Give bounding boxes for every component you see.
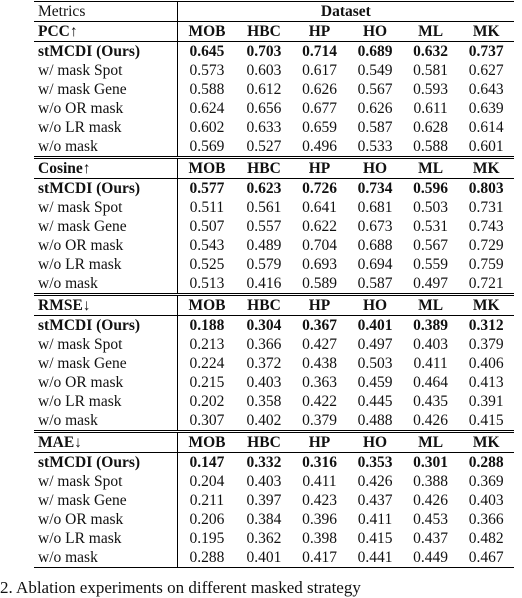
table-cell: 0.459	[357, 374, 393, 391]
table-row	[34, 392, 514, 411]
table-cell: 0.413	[468, 374, 504, 391]
table-cell: 0.633	[246, 119, 282, 136]
table-cell: 0.527	[246, 138, 282, 155]
table-cell: 0.366	[246, 336, 282, 353]
table-row	[34, 42, 514, 62]
table-cell: 0.693	[302, 256, 337, 273]
table-cell: 0.437	[413, 530, 449, 547]
table-cell: 0.449	[403, 548, 459, 568]
table-cell: 0.641	[302, 199, 337, 216]
table-cell: 0.694	[357, 256, 393, 273]
table-cell: 0.612	[246, 81, 282, 98]
column-header: MK	[458, 158, 514, 179]
table-cell: 0.559	[413, 256, 449, 273]
table-cell: 0.307	[189, 412, 225, 429]
table-row	[34, 255, 514, 274]
table-cell: 0.581	[413, 62, 449, 79]
table-row	[34, 217, 514, 236]
table-cell: 0.403	[468, 492, 504, 509]
table-cell: 0.513	[189, 275, 225, 292]
table-cell: 0.603	[246, 62, 282, 79]
table-cell: 0.426	[413, 492, 449, 509]
table-cell: 0.567	[357, 81, 393, 98]
table-cell: 0.445	[357, 393, 393, 410]
table-cell: 0.332	[246, 454, 282, 471]
table-cell: 0.602	[189, 119, 225, 136]
table-cell: 0.379	[468, 336, 504, 353]
row-label: w/ mask Spot	[34, 198, 177, 217]
row-label: w/o LR mask	[34, 392, 177, 411]
dataset-header: Dataset	[177, 2, 514, 22]
table-cell: 0.803	[468, 180, 504, 197]
table-row	[34, 510, 514, 529]
table-row	[34, 548, 514, 568]
table-row	[34, 453, 514, 473]
table-row	[34, 491, 514, 510]
table-cell: 0.588	[189, 81, 225, 98]
table-row	[34, 99, 514, 118]
metric-name: Cosine↑	[34, 158, 177, 179]
table-cell: 0.312	[468, 317, 504, 334]
column-header: HP	[292, 295, 348, 316]
table-row	[34, 354, 514, 373]
table-row	[34, 411, 514, 432]
metric-name: RMSE↓	[34, 295, 177, 316]
column-header: HP	[292, 158, 348, 179]
column-header: MK	[458, 22, 514, 42]
row-label: w/o LR mask	[34, 529, 177, 548]
table-cell: 0.496	[302, 138, 337, 155]
column-header: MOB	[177, 22, 236, 42]
table-cell: 0.714	[302, 43, 337, 60]
table-cell: 0.567	[413, 237, 449, 254]
table-cell: 0.489	[246, 237, 282, 254]
row-label: w/ mask Gene	[34, 217, 177, 236]
table-cell: 0.561	[246, 199, 282, 216]
table-cell: 0.367	[302, 317, 337, 334]
table-cell: 0.525	[189, 256, 225, 273]
table-cell: 0.569	[189, 138, 225, 155]
table-cell: 0.759	[468, 256, 504, 273]
table-cell: 0.224	[189, 355, 225, 372]
table-cell: 0.627	[468, 62, 504, 79]
column-header: HP	[292, 22, 348, 42]
table-cell: 0.681	[357, 199, 393, 216]
column-header: HBC	[236, 295, 292, 316]
table-cell: 0.587	[357, 119, 393, 136]
table-cell: 0.353	[357, 454, 393, 471]
table-cell: 0.204	[189, 473, 225, 490]
table-cell: 0.147	[189, 454, 225, 471]
table-cell: 0.379	[302, 412, 337, 429]
column-header: HO	[347, 295, 403, 316]
table-cell: 0.593	[413, 81, 449, 98]
column-header: HO	[347, 22, 403, 42]
column-header: ML	[403, 432, 459, 453]
table-cell: 0.403	[246, 374, 282, 391]
column-header: HO	[347, 432, 403, 453]
table-cell: 0.402	[246, 412, 282, 429]
column-header: HO	[347, 158, 403, 179]
table-cell: 0.503	[413, 199, 449, 216]
table-cell: 0.415	[468, 412, 504, 429]
column-header: ML	[403, 295, 459, 316]
column-header: MOB	[177, 432, 236, 453]
table-cell: 0.614	[468, 119, 504, 136]
row-label: w/ mask Spot	[34, 472, 177, 491]
section-header-row	[34, 432, 514, 453]
table-cell: 0.549	[357, 62, 393, 79]
table-cell: 0.369	[468, 473, 504, 490]
table-cell: 0.617	[302, 62, 337, 79]
table-cell: 0.731	[468, 199, 504, 216]
table-cell: 0.703	[246, 43, 282, 60]
table-cell: 0.288	[468, 454, 504, 471]
table-cell: 0.743	[468, 218, 504, 235]
metric-name: PCC↑	[34, 22, 177, 42]
table-top-header-row	[34, 2, 514, 22]
table-cell: 0.734	[357, 180, 393, 197]
column-header: HBC	[236, 158, 292, 179]
table-row	[34, 80, 514, 99]
table-cell: 0.301	[413, 454, 449, 471]
table-cell: 0.601	[468, 138, 504, 155]
table-cell: 0.396	[302, 511, 337, 528]
table-cell: 0.507	[189, 218, 225, 235]
table-row	[34, 373, 514, 392]
table-cell: 0.403	[413, 336, 449, 353]
table-cell: 0.363	[302, 374, 337, 391]
column-header: ML	[403, 158, 459, 179]
table-cell: 0.639	[468, 100, 504, 117]
table-cell: 0.213	[189, 336, 225, 353]
table-cell: 0.623	[246, 180, 282, 197]
table-cell: 0.632	[413, 43, 449, 60]
table-row	[34, 472, 514, 491]
table-cell: 0.557	[246, 218, 282, 235]
row-label: w/o mask	[34, 548, 177, 568]
table-cell: 0.416	[246, 275, 282, 292]
table-cell: 0.389	[413, 317, 449, 334]
table-cell: 0.401	[357, 317, 393, 334]
table-cell: 0.688	[357, 237, 393, 254]
table-row	[34, 316, 514, 336]
table-cell: 0.689	[357, 43, 393, 60]
table-cell: 0.645	[189, 43, 225, 60]
table-cell: 0.626	[357, 100, 393, 117]
table-cell: 0.453	[413, 511, 449, 528]
row-label: stMCDI (Ours)	[34, 316, 177, 336]
table-cell: 0.391	[468, 393, 504, 410]
table-cell: 0.406	[468, 355, 504, 372]
table-cell: 0.411	[413, 355, 448, 372]
table-cell: 0.503	[357, 355, 393, 372]
table-cell: 0.411	[357, 511, 393, 528]
table-cell: 0.497	[413, 275, 449, 292]
table-cell: 0.467	[458, 548, 514, 568]
table-cell: 0.384	[246, 511, 282, 528]
table-cell: 0.195	[189, 530, 225, 547]
table-cell: 0.737	[468, 43, 504, 60]
table-cell: 0.397	[246, 492, 282, 509]
table-cell: 0.316	[302, 454, 337, 471]
table-row	[34, 198, 514, 217]
table-row	[34, 335, 514, 354]
table-cell: 0.628	[413, 119, 449, 136]
table-row	[34, 236, 514, 255]
table-row	[34, 274, 514, 295]
table-cell: 0.488	[357, 412, 393, 429]
table-cell: 0.188	[189, 317, 225, 334]
table-row	[34, 118, 514, 137]
row-label: w/ mask Gene	[34, 491, 177, 510]
table-row	[34, 137, 514, 158]
column-header: MK	[458, 295, 514, 316]
table-cell: 0.211	[189, 492, 225, 509]
table-cell: 0.622	[302, 218, 337, 235]
row-label: w/ mask Gene	[34, 80, 177, 99]
table-cell: 0.422	[302, 393, 337, 410]
table-cell: 0.388	[413, 473, 449, 490]
row-label: stMCDI (Ours)	[34, 42, 177, 62]
metrics-header: Metrics	[34, 2, 177, 22]
section-header-row	[34, 22, 514, 42]
row-label: stMCDI (Ours)	[34, 179, 177, 199]
table-cell: 0.482	[468, 530, 504, 547]
table-cell: 0.403	[246, 473, 282, 490]
table-cell: 0.362	[246, 530, 282, 547]
table-cell: 0.435	[413, 393, 449, 410]
row-label: w/o LR mask	[34, 255, 177, 274]
table-cell: 0.589	[302, 275, 337, 292]
table-cell: 0.401	[236, 548, 292, 568]
table-cell: 0.659	[302, 119, 337, 136]
table-row	[34, 529, 514, 548]
table-cell: 0.726	[302, 180, 337, 197]
table-cell: 0.372	[246, 355, 282, 372]
table-cell: 0.588	[413, 138, 449, 155]
table-cell: 0.579	[246, 256, 282, 273]
table-cell: 0.587	[357, 275, 393, 292]
table-cell: 0.427	[302, 336, 337, 353]
table-cell: 0.729	[468, 237, 504, 254]
table-cell: 0.206	[189, 511, 225, 528]
table-caption: 2. Ablation experiments on different masked strategy	[0, 578, 361, 597]
table-cell: 0.202	[189, 393, 225, 410]
table-cell: 0.531	[413, 218, 449, 235]
table-cell: 0.704	[302, 237, 337, 254]
table-cell: 0.426	[357, 473, 393, 490]
row-label: w/o OR mask	[34, 510, 177, 529]
table-cell: 0.415	[357, 530, 393, 547]
column-header: HBC	[236, 432, 292, 453]
row-label: w/ mask Spot	[34, 335, 177, 354]
table-cell: 0.426	[413, 412, 449, 429]
table-cell: 0.533	[357, 138, 393, 155]
table-cell: 0.643	[468, 81, 504, 98]
table-cell: 0.611	[413, 100, 448, 117]
table-cell: 0.438	[302, 355, 337, 372]
table-cell: 0.573	[189, 62, 225, 79]
table-cell: 0.721	[468, 275, 504, 292]
table-cell: 0.417	[292, 548, 348, 568]
row-label: w/o OR mask	[34, 236, 177, 255]
table-cell: 0.656	[246, 100, 282, 117]
row-label: w/o mask	[34, 411, 177, 432]
column-header: ML	[403, 22, 459, 42]
table-row	[34, 179, 514, 199]
table-cell: 0.304	[246, 317, 282, 334]
row-label: stMCDI (Ours)	[34, 453, 177, 473]
row-label: w/o mask	[34, 274, 177, 295]
metric-name: MAE↓	[34, 432, 177, 453]
section-header-row	[34, 295, 514, 316]
table-cell: 0.411	[302, 473, 337, 490]
table-cell: 0.288	[177, 548, 236, 568]
row-label: w/o OR mask	[34, 373, 177, 392]
table-cell: 0.577	[189, 180, 225, 197]
table-cell: 0.441	[347, 548, 403, 568]
table-cell: 0.673	[357, 218, 393, 235]
table-cell: 0.596	[413, 180, 449, 197]
section-header-row	[34, 158, 514, 179]
table-cell: 0.423	[302, 492, 337, 509]
row-label: w/o OR mask	[34, 99, 177, 118]
table-cell: 0.437	[357, 492, 393, 509]
table-cell: 0.398	[302, 530, 337, 547]
ablation-table	[34, 1, 514, 568]
column-header: MOB	[177, 295, 236, 316]
table-cell: 0.366	[468, 511, 504, 528]
column-header: HBC	[236, 22, 292, 42]
table-cell: 0.358	[246, 393, 282, 410]
table-cell: 0.497	[357, 336, 393, 353]
table-row	[34, 61, 514, 80]
table-cell: 0.677	[302, 100, 337, 117]
table-cell: 0.626	[302, 81, 337, 98]
row-label: w/ mask Spot	[34, 61, 177, 80]
column-header: MK	[458, 432, 514, 453]
row-label: w/o mask	[34, 137, 177, 158]
table-cell: 0.543	[189, 237, 225, 254]
row-label: w/o LR mask	[34, 118, 177, 137]
row-label: w/ mask Gene	[34, 354, 177, 373]
table-cell: 0.624	[189, 100, 225, 117]
table-cell: 0.215	[189, 374, 225, 391]
column-header: MOB	[177, 158, 236, 179]
table-body	[34, 22, 514, 568]
column-header: HP	[292, 432, 348, 453]
table-cell: 0.511	[189, 199, 225, 216]
table-cell: 0.464	[413, 374, 449, 391]
